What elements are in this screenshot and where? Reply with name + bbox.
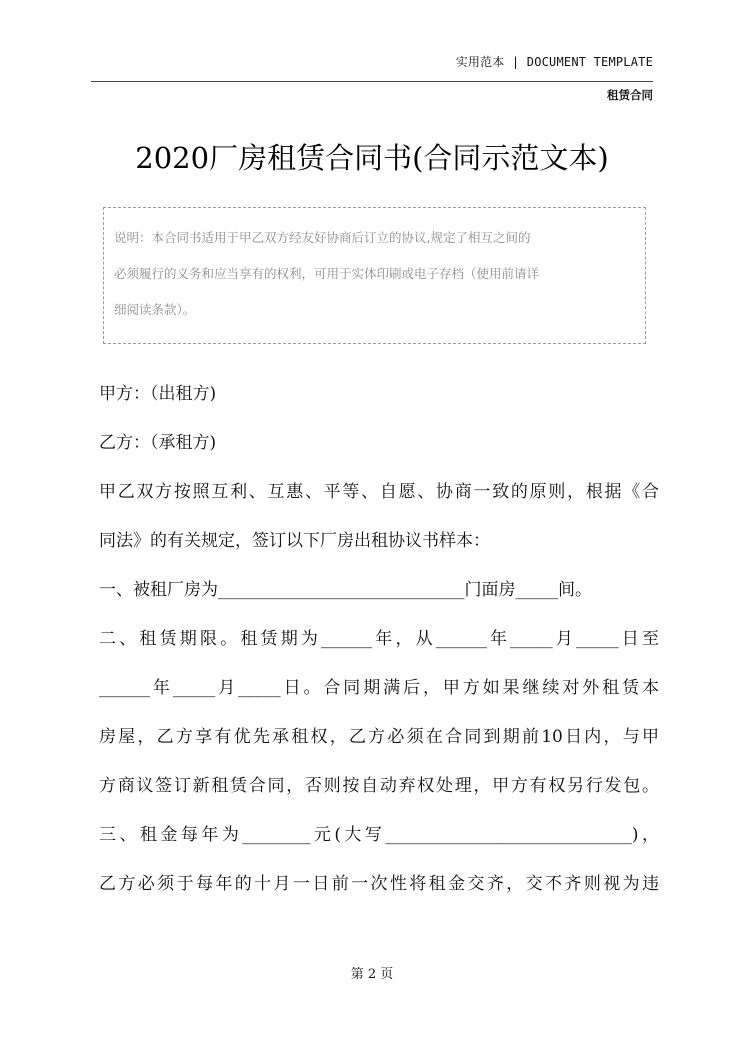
clause-1: 一、被租厂房为_____________________________门面房_____间。 <box>99 580 592 600</box>
note-line: 必须履行的义务和应当享有的权利，可用于实体印刷或电子存档（使用前请详 <box>114 266 540 281</box>
note-box <box>103 207 646 344</box>
body-line: 甲乙双方按照互利、互惠、平等、自愿、协商一致的原则，根据《合 <box>99 482 659 502</box>
document-title: 2020厂房租赁合同书(合同示范文本) <box>135 141 609 175</box>
contract-body <box>99 370 659 909</box>
body-line: 同法》的有关规定，签订以下厂房出租协议书样本： <box>99 531 490 551</box>
header-brand: 实用范本 | DOCUMENT TEMPLATE <box>455 55 653 69</box>
clause-2-line: ______年_____月_____日。合同期满后，甲方如果继续对外租赁本 <box>99 678 659 698</box>
clause-2-line: 房屋，乙方享有优先承租权，乙方必须在合同到期前10日内，与甲 <box>99 727 659 747</box>
clause-3-line: 三、租金每年为________元(大写_____________________________)， <box>99 825 659 845</box>
page-number: 第 2 页 <box>350 967 394 982</box>
party-b-line: 乙方：（承租方) <box>99 433 217 453</box>
note-line: 说明：本合同书适用于甲乙双方经友好协商后订立的协议,规定了相互之间的 <box>114 230 531 245</box>
clause-2-line: 二、租赁期限。租赁期为______年，从______年_____月_____日至 <box>99 629 659 649</box>
clause-2-line: 方商议签订新租赁合同，否则按自动弃权处理，甲方有权另行发包。 <box>99 776 659 796</box>
header-category: 租赁合同 <box>607 88 653 102</box>
header-divider <box>91 81 653 82</box>
note-line: 细阅读条款）。 <box>114 302 196 317</box>
party-a-line: 甲方：（出租方) <box>99 384 217 404</box>
clause-3-line: 乙方必须于每年的十月一日前一次性将租金交齐，交不齐则视为违 <box>99 874 659 894</box>
